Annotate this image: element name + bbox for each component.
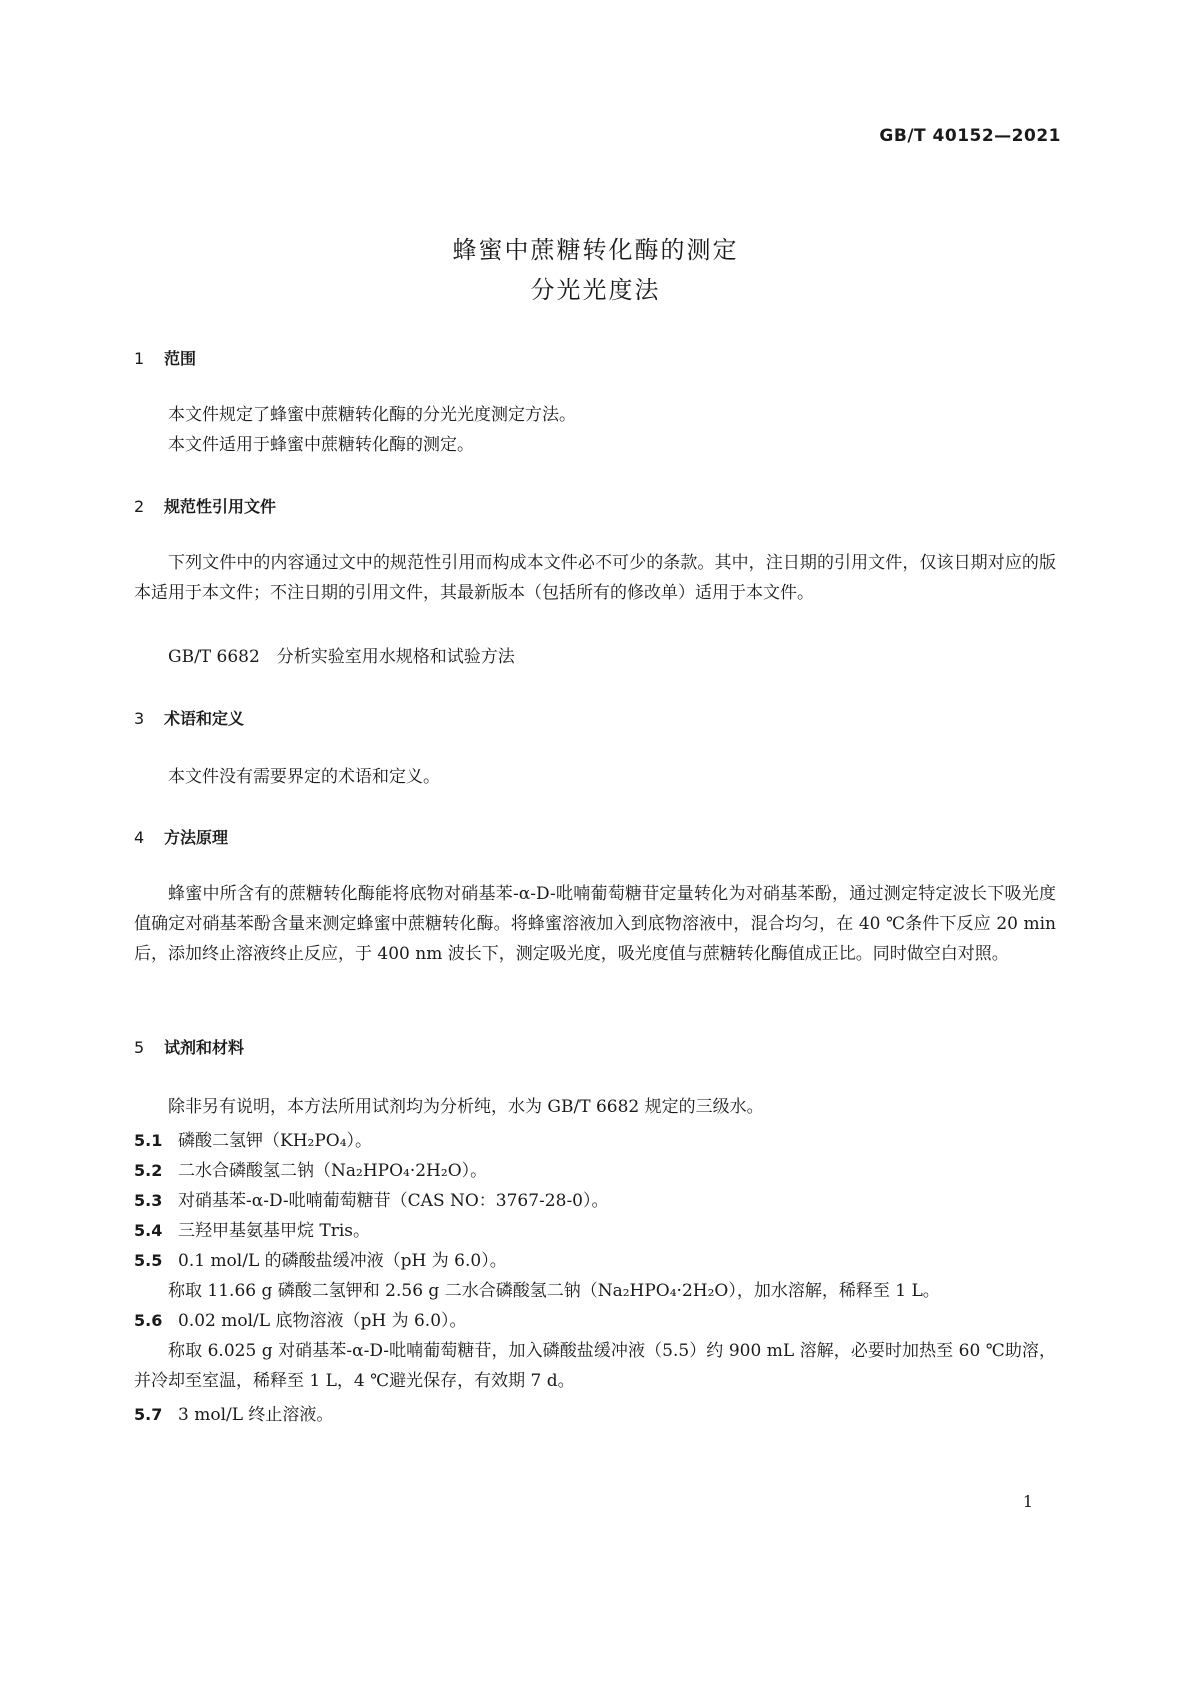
item-text: 3 mol/L 终止溶液。	[178, 1405, 334, 1425]
item-number: 5.7	[134, 1405, 163, 1424]
list-item	[134, 1186, 609, 1211]
document-title: 蜂蜜中蔗糖转化酶的测定	[452, 236, 739, 264]
paragraph: 本文件没有需要界定的术语和定义。	[168, 767, 440, 787]
section-number: 1	[134, 349, 145, 368]
item-number: 5.5	[134, 1251, 163, 1270]
list-item	[134, 1400, 333, 1425]
section-heading-1	[134, 346, 196, 369]
item-number: 5.3	[134, 1191, 163, 1210]
page-number: 1	[1022, 1492, 1033, 1511]
standard-code: GB/T 40152—2021	[879, 126, 1061, 146]
section-number: 3	[134, 709, 145, 728]
item-number: 5.6	[134, 1311, 163, 1330]
section-number: 2	[134, 497, 145, 516]
section-number: 5	[134, 1038, 145, 1057]
section-heading-4	[134, 825, 228, 848]
item-text: 磷酸二氢钾（KH₂PO₄）。	[178, 1131, 373, 1151]
list-item	[134, 1156, 487, 1181]
section-heading-5	[134, 1035, 244, 1058]
section-title: 试剂和材料	[164, 1038, 245, 1057]
item-number: 5.2	[134, 1161, 163, 1180]
paragraph: 本文件适用于蜂蜜中蔗糖转化酶的测定。	[168, 435, 474, 455]
section-title: 方法原理	[164, 828, 229, 847]
item-number: 5.4	[134, 1221, 163, 1240]
item-text: 二水合磷酸氢二钠（Na₂HPO₄·2H₂O）。	[178, 1161, 488, 1181]
section-title: 范围	[164, 349, 197, 368]
section-heading-3	[134, 706, 244, 729]
normative-reference: GB/T 6682 分析实验室用水规格和试验方法	[168, 647, 515, 667]
paragraph: 蜂蜜中所含有的蔗糖转化酶能将底物对硝基苯-α-D-吡喃葡萄糖苷定量转化为对硝基苯酚，通过测定特定波长下吸光度值确定对硝基苯酚含量来测定蜂蜜中蔗糖转化酶。将蜂蜜溶液加入到底物溶液中，混合均匀，在 40 ℃条件下反应 20 min 后，添加终止溶液终止反应，于 400 nm 波长下，测定吸光度，吸光度值与蔗糖转化酶值成正比。同时做空白对照。	[134, 884, 1056, 964]
paragraph: 本文件规定了蜂蜜中蔗糖转化酶的分光光度测定方法。	[168, 405, 576, 425]
paragraph: 除非另有说明，本方法所用试剂均为分析纯，水为 GB/T 6682 规定的三级水。	[168, 1097, 764, 1117]
section-number: 4	[134, 828, 145, 847]
document-subtitle: 分光光度法	[530, 276, 661, 304]
list-item	[134, 1216, 370, 1241]
item-number: 5.1	[134, 1131, 163, 1150]
section-heading-2	[134, 494, 276, 517]
list-item	[134, 1246, 507, 1271]
item-detail: 称取 6.025 g 对硝基苯-α-D-吡喃葡萄糖苷，加入磷酸盐缓冲液（5.5）约 900 mL 溶解，必要时加热至 60 ℃助溶，并冷却至室温，稀释至 1 L，4 ℃避光保存，有效期 7 d。	[134, 1341, 1056, 1391]
section-title: 规范性引用文件	[164, 497, 277, 516]
item-text: 0.1 mol/L 的磷酸盐缓冲液（pH 为 6.0）。	[178, 1251, 507, 1271]
item-detail: 称取 11.66 g 磷酸二氢钾和 2.56 g 二水合磷酸氢二钠（Na₂HPO₄·2H₂O），加水溶解，稀释至 1 L。	[168, 1281, 940, 1301]
item-text: 三羟甲基氨基甲烷 Tris。	[178, 1221, 371, 1241]
item-text: 0.02 mol/L 底物溶液（pH 为 6.0）。	[178, 1311, 467, 1331]
section-title: 术语和定义	[164, 709, 245, 728]
paragraph: 下列文件中的内容通过文中的规范性引用而构成本文件必不可少的条款。其中，注日期的引用文件，仅该日期对应的版本适用于本文件；不注日期的引用文件，其最新版本（包括所有的修改单）适用于本文件。	[134, 553, 1056, 603]
list-item	[134, 1306, 467, 1331]
list-item	[134, 1126, 372, 1151]
item-text: 对硝基苯-α-D-吡喃葡萄糖苷（CAS NO：3767-28-0）。	[178, 1191, 609, 1211]
